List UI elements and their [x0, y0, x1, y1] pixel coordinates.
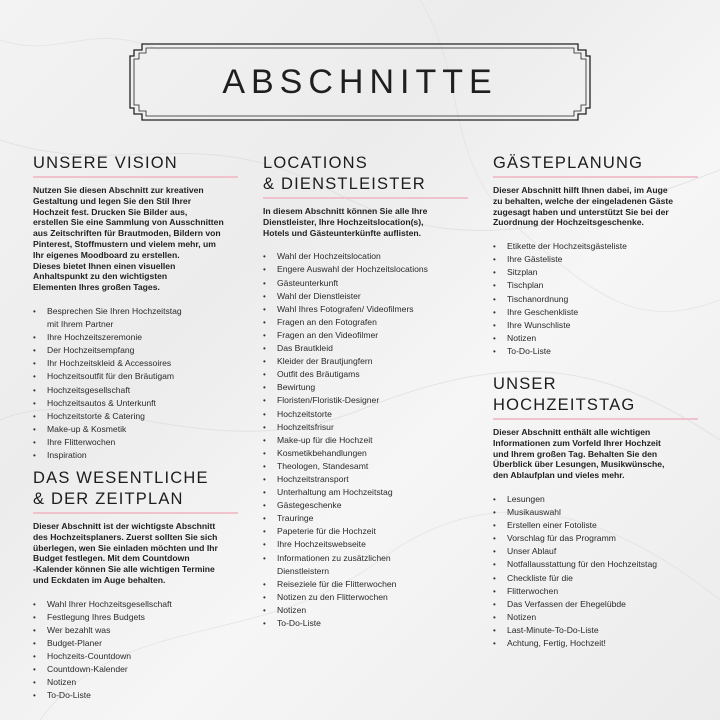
- list-item: • Budget-Planer: [33, 637, 243, 650]
- section-vision: [33, 153, 243, 462]
- section-weddingday: [493, 374, 703, 650]
- heading-rule: [33, 176, 238, 178]
- list-item: • Lesungen: [493, 493, 703, 506]
- section-timeline: [33, 468, 243, 703]
- list-item: • Papeterie für die Hochzeit: [263, 525, 473, 538]
- list-item-continued: Dienstleistern: [277, 565, 330, 576]
- section-list: [493, 493, 703, 650]
- list-item: • Bewirtung: [263, 381, 473, 394]
- list-item: • Hochzeitstorte & Catering: [33, 410, 243, 423]
- list-item: • Tischanordnung: [493, 293, 703, 306]
- list-item: • Outfit des Bräutigams: [263, 368, 473, 381]
- section-list: [33, 598, 243, 703]
- list-item: • Kleider der Brautjungfern: [263, 355, 473, 368]
- list-item: • Fragen an den Videofilmer: [263, 329, 473, 342]
- list-item: • Wahl Ihrer Hochzeitsgesellschaft: [33, 598, 243, 611]
- section-intro: Dieser Abschnitt enthält alle wichtigen Informationen zum Vorfeld Ihrer Hochzeit und Ihrem großen Tag. Behalten Sie den Überblick über Lesungen, Musikwünsche, den Ablaufplan und vieles mehr.: [493, 427, 665, 481]
- section-heading: LOCATIONS & DIENSTLEISTER: [263, 154, 426, 193]
- list-item: • Sitzplan: [493, 266, 703, 279]
- list-item: • Gästeunterkunft: [263, 277, 473, 290]
- list-item: • Hochzeitsoutfit für den Bräutigam: [33, 370, 243, 383]
- list-item: • Ihre Geschenkliste: [493, 306, 703, 319]
- list-item: • Make-up & Kosmetik: [33, 423, 243, 436]
- list-item: • Hochzeitsgesellschaft: [33, 384, 243, 397]
- list-item: • Besprechen Sie Ihren Hochzeitstag: [33, 305, 243, 318]
- section-list: [493, 240, 703, 358]
- section-heading: UNSER HOCHZEITSTAG: [493, 375, 636, 414]
- list-item: • Unser Ablauf: [493, 545, 703, 558]
- list-item: • Das Verfassen der Ehegelübde: [493, 598, 703, 611]
- list-item: • Tischplan: [493, 279, 703, 292]
- section-heading: GÄSTEPLANUNG: [493, 154, 644, 172]
- heading-rule: [263, 197, 468, 199]
- list-item: • Floristen/Floristik-Designer: [263, 394, 473, 407]
- list-item: • Wahl der Dienstleister: [263, 290, 473, 303]
- list-item: • Reiseziele für die Flitterwochen: [263, 578, 473, 591]
- section-locations: [263, 153, 473, 630]
- list-item: • Der Hochzeitsempfang: [33, 344, 243, 357]
- section-list: [33, 305, 243, 462]
- page-title: ABSCHNITTE: [222, 62, 498, 101]
- list-item: • Gästegeschenke: [263, 499, 473, 512]
- list-item: • To-Do-Liste: [493, 345, 703, 358]
- list-item: • Ihr Hochzeitskleid & Accessoires: [33, 357, 243, 370]
- list-item: • Last-Minute-To-Do-Liste: [493, 624, 703, 637]
- section-list: [263, 250, 473, 630]
- section-intro: Dieser Abschnitt ist der wichtigste Abschnitt des Hochzeitsplaners. Zuerst sollten Sie sich überlegen, wen Sie einladen möchten und Ihr Budget festlegen. Mit dem Countdown -Kalender können Sie alle wichtigen Termine und Eckdaten im Auge behalten.: [33, 521, 218, 585]
- list-item: • Wer bezahlt was: [33, 624, 243, 637]
- list-item: • Countdown-Kalender: [33, 663, 243, 676]
- list-item: • Ihre Hochzeitswebseite: [263, 538, 473, 551]
- list-item: • Theologen, Standesamt: [263, 460, 473, 473]
- list-item: • Ihre Hochzeitszeremonie: [33, 331, 243, 344]
- heading-rule: [493, 418, 698, 420]
- title-frame: [128, 42, 592, 122]
- list-item: • Hochzeitsfrisur: [263, 421, 473, 434]
- section-intro: Nutzen Sie diesen Abschnitt zur kreativen Gestaltung und legen Sie den Stil Ihrer Hochzeit fest. Drucken Sie Bilder aus, erstellen Sie eine Sammlung von Ausschnitten aus Zeitschriften für Brautmoden, Bildern von Pinterest, Stoffmustern und vielem mehr, um Ihr eigenes Moodboard zu erstellen. Dieses bietet Ihnen einen visuellen Anhaltspunkt zu den wichtigsten Elementen Ihres großen Tages.: [33, 185, 224, 293]
- list-item: • Erstellen einer Fotoliste: [493, 519, 703, 532]
- list-item: • Wahl Ihres Fotografen/ Videofilmers: [263, 303, 473, 316]
- list-item: • To-Do-Liste: [263, 617, 473, 630]
- list-item: • Unterhaltung am Hochzeitstag: [263, 486, 473, 499]
- list-item: • Hochzeitstransport: [263, 473, 473, 486]
- list-item: • Kosmetikbehandlungen: [263, 447, 473, 460]
- list-item: • Hochzeits-Countdown: [33, 650, 243, 663]
- list-item: • To-Do-Liste: [33, 689, 243, 702]
- list-item: • Wahl der Hochzeitslocation: [263, 250, 473, 263]
- list-item: • Notizen zu den Flitterwochen: [263, 591, 473, 604]
- list-item: • Notizen: [493, 332, 703, 345]
- list-item: • Vorschlag für das Programm: [493, 532, 703, 545]
- list-item: • Notizen: [263, 604, 473, 617]
- list-item: • Ihre Flitterwochen: [33, 436, 243, 449]
- list-item: • Das Brautkleid: [263, 342, 473, 355]
- list-item: • Hochzeitstorte: [263, 408, 473, 421]
- section-guests: [493, 153, 703, 358]
- list-item: • Engere Auswahl der Hochzeitslocations: [263, 263, 473, 276]
- section-intro: Dieser Abschnitt hilft Ihnen dabei, im Auge zu behalten, welche der eingeladenen Gäste zugesagt haben und unterstützt Sie bei der Zuordnung der Hochzeitsgeschenke.: [493, 185, 674, 228]
- list-item: • Festlegung Ihres Budgets: [33, 611, 243, 624]
- list-item: • Notfallausstattung für den Hochzeitstag: [493, 558, 703, 571]
- list-item: • Inspiration: [33, 449, 243, 462]
- list-item: • Hochzeitsautos & Unterkunft: [33, 397, 243, 410]
- list-item: • Ihre Wunschliste: [493, 319, 703, 332]
- heading-rule: [493, 176, 698, 178]
- list-item-continued: mit Ihrem Partner: [47, 319, 114, 330]
- list-item: • Trauringe: [263, 512, 473, 525]
- section-intro: In diesem Abschnitt können Sie alle Ihre Dienstleister, Ihre Hochzeitslocation(s), Hotels und Gästeunterkünfte auflisten.: [263, 206, 428, 238]
- list-item: • Musikauswahl: [493, 506, 703, 519]
- list-item: • Checkliste für die: [493, 572, 703, 585]
- list-item: • Achtung, Fertig, Hochzeit!: [493, 637, 703, 650]
- heading-rule: [33, 512, 238, 514]
- list-item: • Etikette der Hochzeitsgästeliste: [493, 240, 703, 253]
- list-item: • Ihre Gästeliste: [493, 253, 703, 266]
- list-item: • Notizen: [33, 676, 243, 689]
- list-item: • Fragen an den Fotografen: [263, 316, 473, 329]
- section-heading: DAS WESENTLICHE & DER ZEITPLAN: [33, 469, 209, 508]
- list-item: • Informationen zu zusätzlichen: [263, 552, 473, 565]
- list-item: • Notizen: [493, 611, 703, 624]
- section-heading: UNSERE VISION: [33, 154, 178, 172]
- list-item: • Flitterwochen: [493, 585, 703, 598]
- list-item: • Make-up für die Hochzeit: [263, 434, 473, 447]
